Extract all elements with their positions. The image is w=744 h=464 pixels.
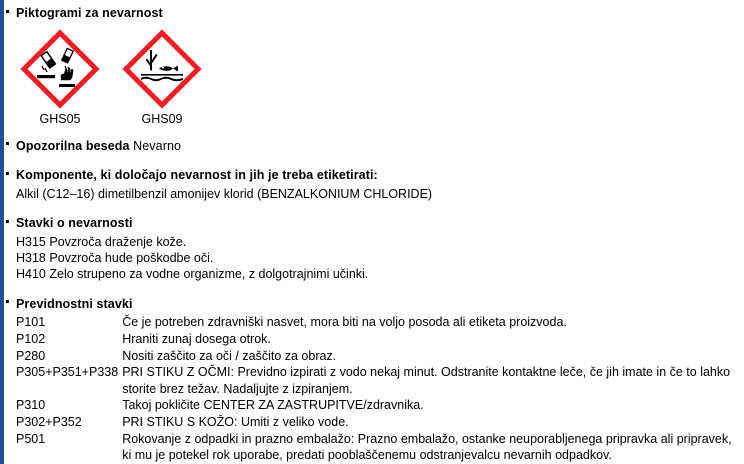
statement-text: Takoj pokličite CENTER ZA ZASTRUPITVE/zdravnika. bbox=[122, 398, 424, 413]
section-hazard-statements bbox=[6, 216, 738, 282]
statement-code: P102 bbox=[16, 331, 46, 346]
statement-text: Nositi zaščito za oči / zaščito za obraz. bbox=[122, 348, 337, 363]
bullet-icon bbox=[6, 220, 9, 223]
table-row bbox=[16, 431, 738, 464]
bullet-icon bbox=[6, 10, 9, 13]
statement-code: P501 bbox=[16, 431, 46, 446]
table-row bbox=[16, 314, 738, 331]
pictogram-list bbox=[6, 30, 738, 127]
hazard-statement-line: H315 Povzroča draženje kože. bbox=[16, 234, 187, 249]
pictogram-frame bbox=[123, 30, 201, 108]
pictogram-frame bbox=[21, 30, 99, 108]
section-signal-word bbox=[6, 139, 738, 155]
pictogram-ghs05 bbox=[16, 30, 104, 127]
left-accent-bar bbox=[0, 0, 4, 464]
environment-icon bbox=[123, 30, 201, 108]
bullet-icon bbox=[6, 300, 9, 303]
hazard-statement-line: H410 Zelo strupeno za vodne organizme, z dolgotrajnimi učinki. bbox=[16, 267, 369, 282]
section-heading-precautionary-statements: Previdnostni stavki bbox=[16, 296, 133, 311]
precautionary-statement-table bbox=[16, 314, 738, 464]
statement-code: P305+P351+P338 bbox=[16, 365, 119, 380]
statement-text: PRI STIKU Z OČMI: Previdno izpirati z vodo nekaj minut. Odstranite kontaktne leče, če jih imate in če to lahko storite brez težav. Nadaljujte z izpiranjem. bbox=[122, 365, 731, 396]
statement-code: P310 bbox=[16, 398, 46, 413]
statement-text: Če je potreben zdravniški nasvet, mora biti na voljo posoda ali etiketa proizvoda. bbox=[122, 315, 567, 330]
bullet-icon bbox=[6, 172, 9, 175]
section-heading-pictograms: Piktogrami za nevarnost bbox=[16, 6, 163, 20]
components-text: Alkil (C12–16) dimetilbenzil amonijev klorid (BENZALKONIUM CHLORIDE) bbox=[16, 186, 433, 201]
bullet-icon bbox=[6, 142, 9, 145]
pictogram-code: GHS05 bbox=[39, 111, 81, 126]
statement-text: PRI STIKU S KOŽO: Umiti z veliko vode. bbox=[122, 415, 349, 430]
table-row bbox=[16, 331, 738, 348]
pictogram-ghs09 bbox=[118, 30, 206, 127]
corrosion-icon bbox=[21, 30, 99, 108]
section-heading-signal-word bbox=[16, 139, 738, 155]
section-heading-components: Komponente, ki določajo nevarnost in jih je treba etiketirati: bbox=[16, 168, 378, 183]
statement-text: Rokovanje z odpadki in prazno embalažo: Prazno embalažo, ostanke neuporabljenega pripravka ali pripravek, ki mu je potekel rok uporabe, predati pooblaščenemu odstranjevalcu nevarnih odpadkov. bbox=[122, 431, 732, 463]
signal-word-value: Nevarno bbox=[133, 138, 182, 153]
table-row bbox=[16, 364, 738, 397]
pictogram-code: GHS09 bbox=[141, 111, 183, 126]
section-hazard-pictograms bbox=[6, 6, 738, 22]
section-components bbox=[6, 168, 738, 202]
hazard-statement-line: H318 Povzroča hude poškodbe oči. bbox=[16, 251, 214, 265]
table-row bbox=[16, 348, 738, 365]
table-row bbox=[16, 397, 738, 414]
statement-code: P280 bbox=[16, 348, 46, 363]
section-precautionary-statements bbox=[6, 297, 738, 464]
signal-word-label: Opozorilna beseda bbox=[16, 138, 130, 153]
section-heading-hazard-statements: Stavki o nevarnosti bbox=[16, 216, 133, 231]
table-row bbox=[16, 414, 738, 431]
statement-text: Hraniti zunaj dosega otrok. bbox=[122, 331, 271, 346]
statement-code: P302+P352 bbox=[16, 415, 82, 430]
statement-code: P101 bbox=[16, 315, 46, 330]
